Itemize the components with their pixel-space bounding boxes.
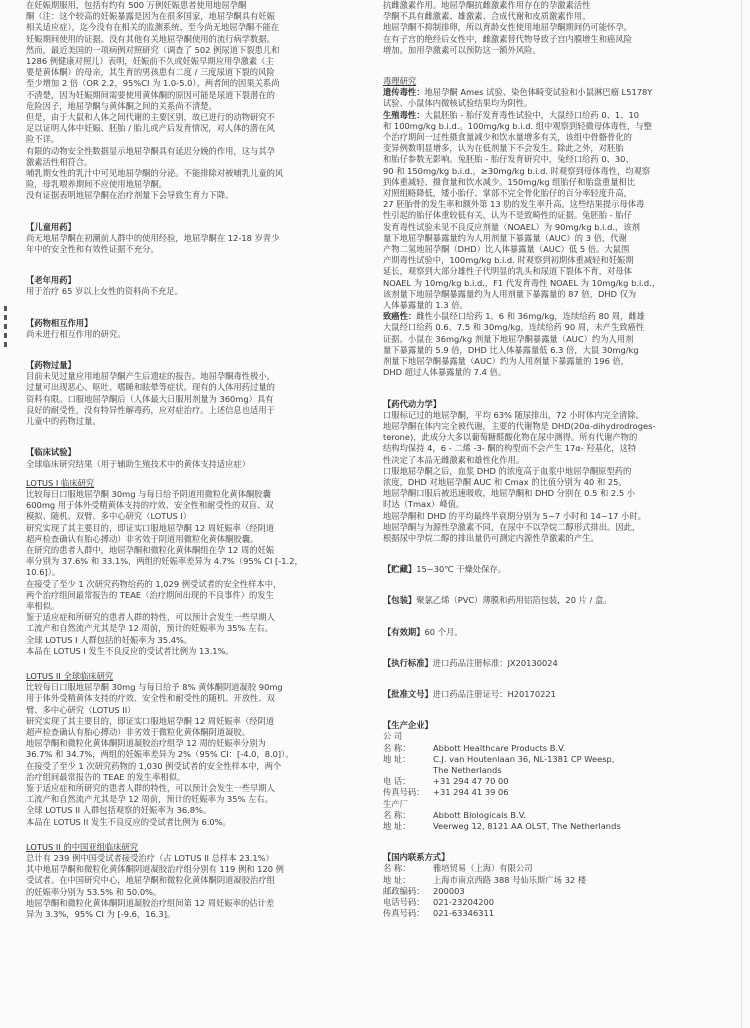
contact-tel: 021-23204200 (433, 897, 495, 907)
text-line: 在接受了至少 1 次研究药物的 1,030 例受试者的安全性样本中，两个 (26, 760, 282, 771)
section-heading: 【药物过量】 (26, 360, 76, 371)
text-line: 异为 3.3%，95% CI 为 [-9.6，16.3]。 (26, 909, 176, 920)
package-value: 聚氯乙烯（PVC）薄膜和药用铝箔包装，20 片 / 盒。 (416, 595, 612, 606)
validity-value: 60 个月。 (424, 626, 463, 637)
text-line: 有限的动物安全性数据显示地屈孕酮具有延迟分娩的作用，这与其孕 (26, 145, 275, 156)
text-line: 地屈孕酮和微粒化黄体酮阴道凝胶治疗组间第 12 周妊娠率的估计差 (26, 897, 275, 908)
text-line: 至少增加 2 倍（OR 2.2，95%CI 为 1.0-5.0）。两者间的因果关系尚 (26, 78, 280, 89)
text-line: 危险因子，地屈孕酮与黄体酮之间的关系尚不清楚。 (26, 100, 217, 111)
text-line: 相关适应症），迄今没有在相关的监测系统、至今尚无地屈孕酮不能在 (26, 22, 280, 33)
text-line: 总计有 239 例中国受试者接受治疗（占 LOTUS II 总样本 23.1%） (26, 853, 274, 863)
storage-line (383, 564, 719, 575)
section-heading: 【贮藏】 (383, 564, 417, 575)
text-line: 到体重减轻、摄食量和饮水减少。150mg/kg 组胎仔和胎盘重量相比 (383, 176, 636, 187)
lotus-2-block (26, 671, 362, 828)
text-line: 模拟、随机、双臂、多中心研究（LOTUS I） (26, 511, 192, 522)
company-fax-row (383, 787, 719, 798)
company-address-row (383, 754, 719, 765)
text-line (383, 110, 719, 121)
text-line: 儿童中的药物过量。 (26, 416, 101, 427)
text-line: 妊娠期间使用的证据。没有其他有关地屈孕酮使用的流行病学数据。 (26, 33, 275, 44)
text-line: 地屈孕酮与为源性孕激素不同，在尿中不以孕烷二醇形式排出。因此， (383, 521, 641, 532)
pharmacokinetics-section (383, 399, 719, 545)
text-line: 受试者。在中国研究中心，地屈孕酮和微粒化黄体酮阴道凝胶治疗组 (26, 875, 275, 886)
company-fax: +31 294 41 39 06 (433, 787, 509, 798)
text-line: 孕酮不具有雌激素、雄激素、合成代谢和皮质激素作用。 (383, 11, 591, 22)
genotoxicity-label: 遗传毒性： (383, 87, 425, 98)
lotus-1-block (26, 478, 362, 657)
factory-address: Veerweg 12, 8121 AA OLST, The Netherlands (433, 820, 621, 831)
text-line: 1286 例健康对照儿）表明，妊娠前不久或妊娠早期应用孕激素（主 (26, 56, 274, 67)
section-heading: 【临床试验】 (26, 447, 76, 458)
contact-fax-row (383, 908, 719, 919)
text-line: 超声检查确认有胎心搏动）非劣效于微粒化黄体酮阴道凝胶。 (26, 726, 251, 737)
china-subgroup-block (26, 842, 362, 920)
text-line: 发育毒性试验未见不良反应剂量（NOAEL）为 90mg/kg b.i.d.，该剂 (383, 221, 640, 232)
clinical-trials-section (26, 447, 362, 920)
approval-value: 进口药品注册证号：H20170221 (432, 688, 556, 699)
text-line: 用于体外受精黄体支持的疗效、安全性和耐受性的随机、开放性、双 (26, 693, 275, 704)
text-line: 在研究的患者人群中，地屈孕酮和微粒化黄体酮组在孕 12 周的妊娠 (26, 544, 275, 555)
field-label: 地 址： (383, 874, 411, 885)
contact-name: 雅培贸易（上海）有限公司 (433, 863, 533, 874)
text-line: 研究实现了其主要目的，即证实口服地屈孕酮 12 周妊娠率（经阴道 (26, 715, 275, 726)
text-line: 证据。小鼠在 36mg/kg 剂量下地屈孕酮暴露量（AUC）约为人用剂 (383, 333, 634, 344)
contact-address: 上海市南京西路 388 号仙乐斯广场 32 楼 (433, 874, 587, 885)
text-line: 其中地屈孕酮和微粒化黄体酮阴道凝胶治疗组分别有 119 例和 120 例 (26, 864, 284, 875)
pregnancy-section-text (26, 0, 362, 202)
subsection-heading: 毒理研究 (383, 76, 417, 87)
text-line: 资料有限。口服地屈孕酮后（人体最大日服用剂量为 360mg）具有 (26, 393, 274, 404)
text-line: 哺乳期女性的乳汁中可见地屈孕酮的分泌。不能排除对被哺乳儿童的风 (26, 168, 284, 179)
field-label: 名 称： (383, 809, 411, 820)
text-line: 在妊娠期服用，包括有约有 500 万例妊娠患者使用地屈孕酮 (26, 0, 247, 10)
standard-value: 进口药品注册标准：JX20130024 (432, 657, 558, 668)
company-name: Abbott Healthcare Products B.V. (433, 742, 566, 753)
field-label: 电 话： (383, 776, 411, 787)
company-tel-row (383, 776, 719, 787)
text-line: 激素活性相符合。 (26, 156, 93, 167)
text-line: 尚无地屈孕酮在初潮前人群中的使用经验，地屈孕酮在 12-18 岁青少 (26, 232, 280, 243)
subsection-heading: LOTUS I 临床研究 (26, 477, 95, 488)
text-line: 性引起的胎仔体重较低有关，认为不是致畸性的证据。兔胚胎 - 胎仔 (383, 210, 632, 221)
text-line: 量下暴露量的 5.9 倍，DHD 比人体暴露量低 6.3 倍，大鼠 30mg/kg (383, 344, 639, 355)
text-line: 产期毒性试验中，100mg/kg b.i.d. 时观察到初期体重减轻和妊娠期 (383, 255, 634, 266)
text-line: 良好的耐受性，没有特异性解毒药，应对症治疗。上述信息也适用于 (26, 404, 275, 415)
factory-heading: 生产厂 (383, 798, 408, 809)
text-line: 地屈孕酮不抑制排卵，所以育龄女性使用地屈孕酮期间仍可能怀孕。 (383, 22, 632, 33)
reproductive-toxicity-label: 生殖毒性： (383, 109, 425, 120)
text-span: 大鼠胚胎 - 胎仔发育毒性试验中，大鼠经口给药 0、1、10 (424, 109, 640, 120)
approval-line (383, 689, 719, 700)
contact-tel-row (383, 897, 719, 908)
field-label: 地 址： (383, 753, 411, 764)
text-line: 时达（Tmax）峰值。 (383, 499, 465, 510)
text-line: 没有证据表明地屈孕酮在治疗剂量下会导致生育力下降。 (26, 190, 234, 201)
text-line: DHD 超过人体暴露量的 7.4 倍。 (383, 367, 507, 378)
company-address-row-2 (383, 765, 719, 776)
text-line: 90 和 150mg/kg b.i.d.，≥30mg/kg b.i.d. 时观察到母体毒性，均观察 (383, 165, 651, 176)
text-line: 大鼠经口给药 0.6、7.5 和 30mg/kg，连续给药 90 周，未产生致癌性 (383, 322, 645, 333)
text-line: 超声检查确认有胎心搏动）非劣效于阴道用微粒化黄体酮胶囊。 (26, 533, 259, 544)
text-line: 对照组略降低，矮小胎仔、掌部不完全骨化胎仔的百分率轻度升高， (383, 188, 632, 199)
text-line: 地屈孕酮和微粒化黄体酮阴道凝胶治疗组孕 12 周的妊娠率分别为 (26, 738, 266, 749)
contact-zip: 200003 (433, 885, 465, 896)
section-heading: 【国内联系方式】 (383, 852, 450, 863)
text-line (383, 311, 719, 322)
text-line: 延长，观察到大部分雄性子代明显的乳头和尿道下裂体不育，对母体 (383, 266, 632, 277)
section-heading: 【有效期】 (383, 626, 425, 637)
overdose-section (26, 360, 362, 427)
section-heading: 【生产企业】 (383, 720, 433, 731)
text-line: 抗雌激素作用。地屈孕酮抗雌激素作用存在的孕激素活性 (383, 0, 591, 10)
factory-address-row (383, 821, 719, 832)
text-line: 比较每日口服地屈孕酮 30mg 与每日给予 8% 黄体酮阴道凝胶 90mg (26, 682, 283, 693)
text-line: 剂量下地屈孕酮暴露量（AUC）约为人用剂量下暴露量的 196 倍， (383, 356, 630, 367)
field-label: 电话号码： (383, 897, 425, 907)
package-line (383, 595, 719, 606)
text-line: 过量可出现恶心、呕吐、嗜睡和眩晕等症状。现有的人体用药过量的 (26, 382, 275, 393)
text-line: 在有子宫的绝经后女性中，雌激素替代物导致子宫内膜增生和癌风险 (383, 33, 632, 44)
text-line: 年中的安全性和有效性证据不充分。 (26, 244, 159, 255)
text-line: 本品在 LOTUS I 发生不良反应的受试者比例为 13.1%。 (26, 645, 234, 656)
text-line: 在接受了至少 1 次研究药物给药的 1,029 例受试者的安全性样本中， (26, 578, 282, 589)
text-line: 率分别为 37.6% 和 33.1%，两组的妊娠率差异为 4.7%（95% CI [-1.2， (26, 556, 303, 567)
text-line: 产物二氢地屈孕酮（DHD）比人体暴露量（AUC）低 5 倍。大鼠围 (383, 244, 630, 255)
text-line: 两个治疗组间最常报告的 TEAE（治疗期间出现的不良事件）的发生 (26, 589, 274, 600)
section-heading: 【老年用药】 (26, 275, 76, 286)
storage-value: 15~30℃ 干燥处保存。 (416, 564, 507, 575)
text-line: 和胎仔参数无影响。兔胚胎 - 胎仔发育研究中，兔经口给药 0、30、 (383, 154, 634, 165)
text-line: 用于治疗 65 岁以上女性的资料尚不充足。 (26, 286, 183, 297)
manufacturer-section (383, 720, 719, 832)
field-label: 名 称： (383, 742, 411, 753)
text-line: 600mg 用于体外受精黄体支持的疗效、安全性和耐受性的双盲、双 (26, 500, 274, 511)
company-name-row (383, 743, 719, 754)
text-line: 试验、小鼠体内微核试验结果均为阴性。 (383, 98, 533, 109)
text-line: 工流产和自然流产尤其是孕 12 周前，预计的妊娠率为 35% 左右。 (26, 794, 273, 805)
text-line: 足以证明人体中妊娠、胚胎 / 胎儿或产后发育情况，对人体的潜在风 (26, 123, 275, 134)
text-line: 结构均保持 4，6 - 二烯 -3- 酮的构型而不会产生 17α- 羟基化，这特 (383, 443, 637, 454)
text-line: 个治疗期间一过性摄食量减少和饮水量增多有关，该组中骨骼骨化的 (383, 132, 632, 143)
text-line: 不清楚，因为妊娠期间需要使用黄体酮的原因可能是尿道下裂潜在的 (26, 89, 275, 100)
text-span: 雌性小鼠经口给药 1、6 和 36mg/kg，连续给药 80 周，雌雄 (416, 311, 645, 322)
text-line: 人体暴露量的 1.3 倍。 (383, 300, 468, 311)
text-line: 变异例数明显增多，认为在低剂量下不会发生。除此之外，对胚胎 (383, 143, 624, 154)
section-heading: 【药物相互作用】 (26, 317, 93, 328)
contact-fax: 021-63346311 (433, 908, 495, 919)
right-column (383, 0, 719, 1028)
section-heading: 【药代动力学】 (383, 398, 442, 409)
text-line: 的妊娠率分别为 53.5% 和 50.0%。 (26, 886, 162, 897)
section-heading: 【包装】 (383, 595, 417, 606)
text-line: 要是黄体酮）的母亲，其生育的男孩患有二度 / 三度尿道下裂的风险 (26, 67, 275, 78)
pediatric-section (26, 222, 362, 256)
section-heading: 【儿童用药】 (26, 221, 76, 232)
toxicology-section (383, 76, 719, 378)
text-span: 地屈孕酮 Ames 试验、染色体畸变试验和小鼠淋巴瘤 L5178Y (424, 87, 653, 98)
page-edge-rule (741, 0, 742, 1028)
china-contact-section (383, 852, 719, 919)
contact-zip-row (383, 886, 719, 897)
text-line: 口服标记过的地屈孕酮，平均 63% 随尿排出，72 小时体内完全清除。 (383, 409, 644, 420)
contact-address-row (383, 875, 719, 886)
subsection-heading: LOTUS II 的中国亚组临床研究 (26, 841, 139, 852)
field-label: 传真号码： (383, 787, 425, 798)
text-line: 27 胚胎骨的发生率和额外第 13 肋的发生率升高。这些结果提示母体毒 (383, 199, 645, 210)
text-line: 全球 LOTUS I 人群包括的妊娠率为 35.4%。 (26, 634, 193, 645)
text-line: 36.7% 和 34.7%，两组的妊娠率差异为 2%（95% CI：[-4.0，8.0]）。 (26, 749, 294, 760)
text-line: 研究实现了其主要目的，即证实口服地屈孕酮 12 周妊娠率（经阴道 (26, 522, 275, 533)
text-line: 酮（注：这个较高的妊娠暴露是因为在很多国家，地屈孕酮具有妊娠 (26, 11, 275, 22)
text-line: 地屈孕酮和 DHD 的平均最终半衰期分别为 5~7 小时和 14~17 小时。 (383, 510, 646, 521)
factory-name-row (383, 810, 719, 821)
company-tel: +31 294 47 70 00 (433, 776, 509, 787)
geriatric-section (26, 275, 362, 297)
company-address-country: The Netherlands (433, 764, 502, 775)
text-line: NOAEL 为 10mg/kg b.i.d.，F1 代发育毒性 NOAEL 为 10mg/kg b.i.d.， (383, 277, 661, 288)
text-line: 和 100mg/kg b.i.d.。100mg/kg b.i.d. 组中观察到轻微母体毒性，与整 (383, 120, 652, 131)
text-line: 比较每日口服地屈孕酮 30mg 与每日给予阴道用微粒化黄体酮胶囊 (26, 488, 271, 499)
text-line: 全球 LOTUS II 人群包括观察的妊娠率为 36.8%。 (26, 805, 212, 816)
text-line (383, 87, 719, 98)
field-label: 地 址： (383, 820, 411, 831)
pharmacology-tail (383, 0, 719, 56)
text-line: terone)，此成分大多以葡萄糖醛酸化物在尿中测得。所有代谢产物的 (383, 432, 638, 443)
text-line: 然而，最近美国的一项病例对照研究（调查了 502 例尿道下裂患儿和 (26, 44, 280, 55)
text-line: 率相似。 (26, 600, 60, 611)
text-line: 全球临床研究结果（用于辅助生殖技术中的黄体支持适应症） (26, 458, 251, 469)
interaction-section (26, 318, 362, 340)
text-line: 目前未见过量应用地屈孕酮产生后遗症的报告。地屈孕酮毒性极小， (26, 371, 275, 382)
text-line: 量下地屈孕酮暴露量约为人用剂量下暴露量（AUC）的 3 倍，代谢 (383, 232, 627, 243)
company-address: C.J. van Houtenlaan 36, NL-1381 CP Weesp, (433, 753, 615, 764)
text-line: 尚未进行相互作用的研究。 (26, 328, 126, 339)
text-line: 根据尿中孕烷二醇的排出量仍可测定内源性孕激素的产生。 (383, 532, 599, 543)
text-line: 10.6]）。 (26, 567, 61, 578)
text-line: 工流产和自然流产尤其是孕 12 周前，预计的妊娠率为 35% 左右。 (26, 623, 273, 634)
text-line: 本品在 LOTUS II 发生不良反应的受试者比例为 6.0%。 (26, 816, 231, 827)
factory-name: Abbott Biologicals B.V. (433, 809, 526, 820)
contact-name-row (383, 863, 719, 874)
text-line: 浓度，DHD 对地屈孕酮 AUC 和 Cmax 的比值分别为 40 和 25。 (383, 476, 627, 487)
text-line: 险不详。 (26, 134, 60, 145)
field-label: 名 称： (383, 863, 411, 874)
section-heading: 【执行标准】 (383, 657, 433, 668)
text-line: 地屈孕酮口服后被迅速吸收，地屈孕酮和 DHD 分别在 0.5 和 2.5 小 (383, 488, 636, 499)
text-line: 该剂量下地屈孕酮暴露量约为人用剂量下暴露量的 87 倍，DHD 仅为 (383, 288, 637, 299)
text-line: 臂、多中心研究（LOTUS II） (26, 704, 136, 715)
field-label: 邮政编码： (383, 885, 425, 896)
text-line: 地屈孕酮在体内完全被代谢，主要的代谢物是 DHD(20α-dihydrodroges- (383, 420, 656, 431)
text-line: 鉴于适应症和所研究的患者人群的特性，可以预计会发生一些早期人 (26, 782, 275, 793)
validity-line (383, 627, 719, 638)
margin-registration-marks (4, 306, 7, 351)
field-label: 传真号码： (383, 908, 425, 919)
text-line: 性决定了本品无雌激素和雄性化作用。 (383, 454, 525, 465)
text-line: 治疗组间最常报告的 TEAE 的发生率相似。 (26, 771, 186, 782)
text-line: 口服地屈孕酮之后，血浆 DHD 的浓度高于血浆中地屈孕酮原型药的 (383, 465, 632, 476)
subsection-heading: LOTUS II 全球临床研究 (26, 670, 114, 681)
text-line: 增加。加用孕激素可以预防这一额外风险。 (383, 44, 541, 55)
left-column (26, 0, 362, 1028)
carcinogenicity-label: 致癌性： (383, 311, 417, 322)
section-heading: 【批准文号】 (383, 688, 433, 699)
text-line: 鉴于适应症和所研究的患者人群的特性，可以预计会发生一些早期人 (26, 612, 275, 623)
text-line: 但是，由于大鼠和人体之间代谢的主要区别，故已进行的动物研究不 (26, 112, 275, 123)
text-line: 险，母乳喂养期间不应使用地屈孕酮。 (26, 179, 168, 190)
company-heading: 公 司 (383, 731, 403, 742)
standard-line (383, 658, 719, 669)
